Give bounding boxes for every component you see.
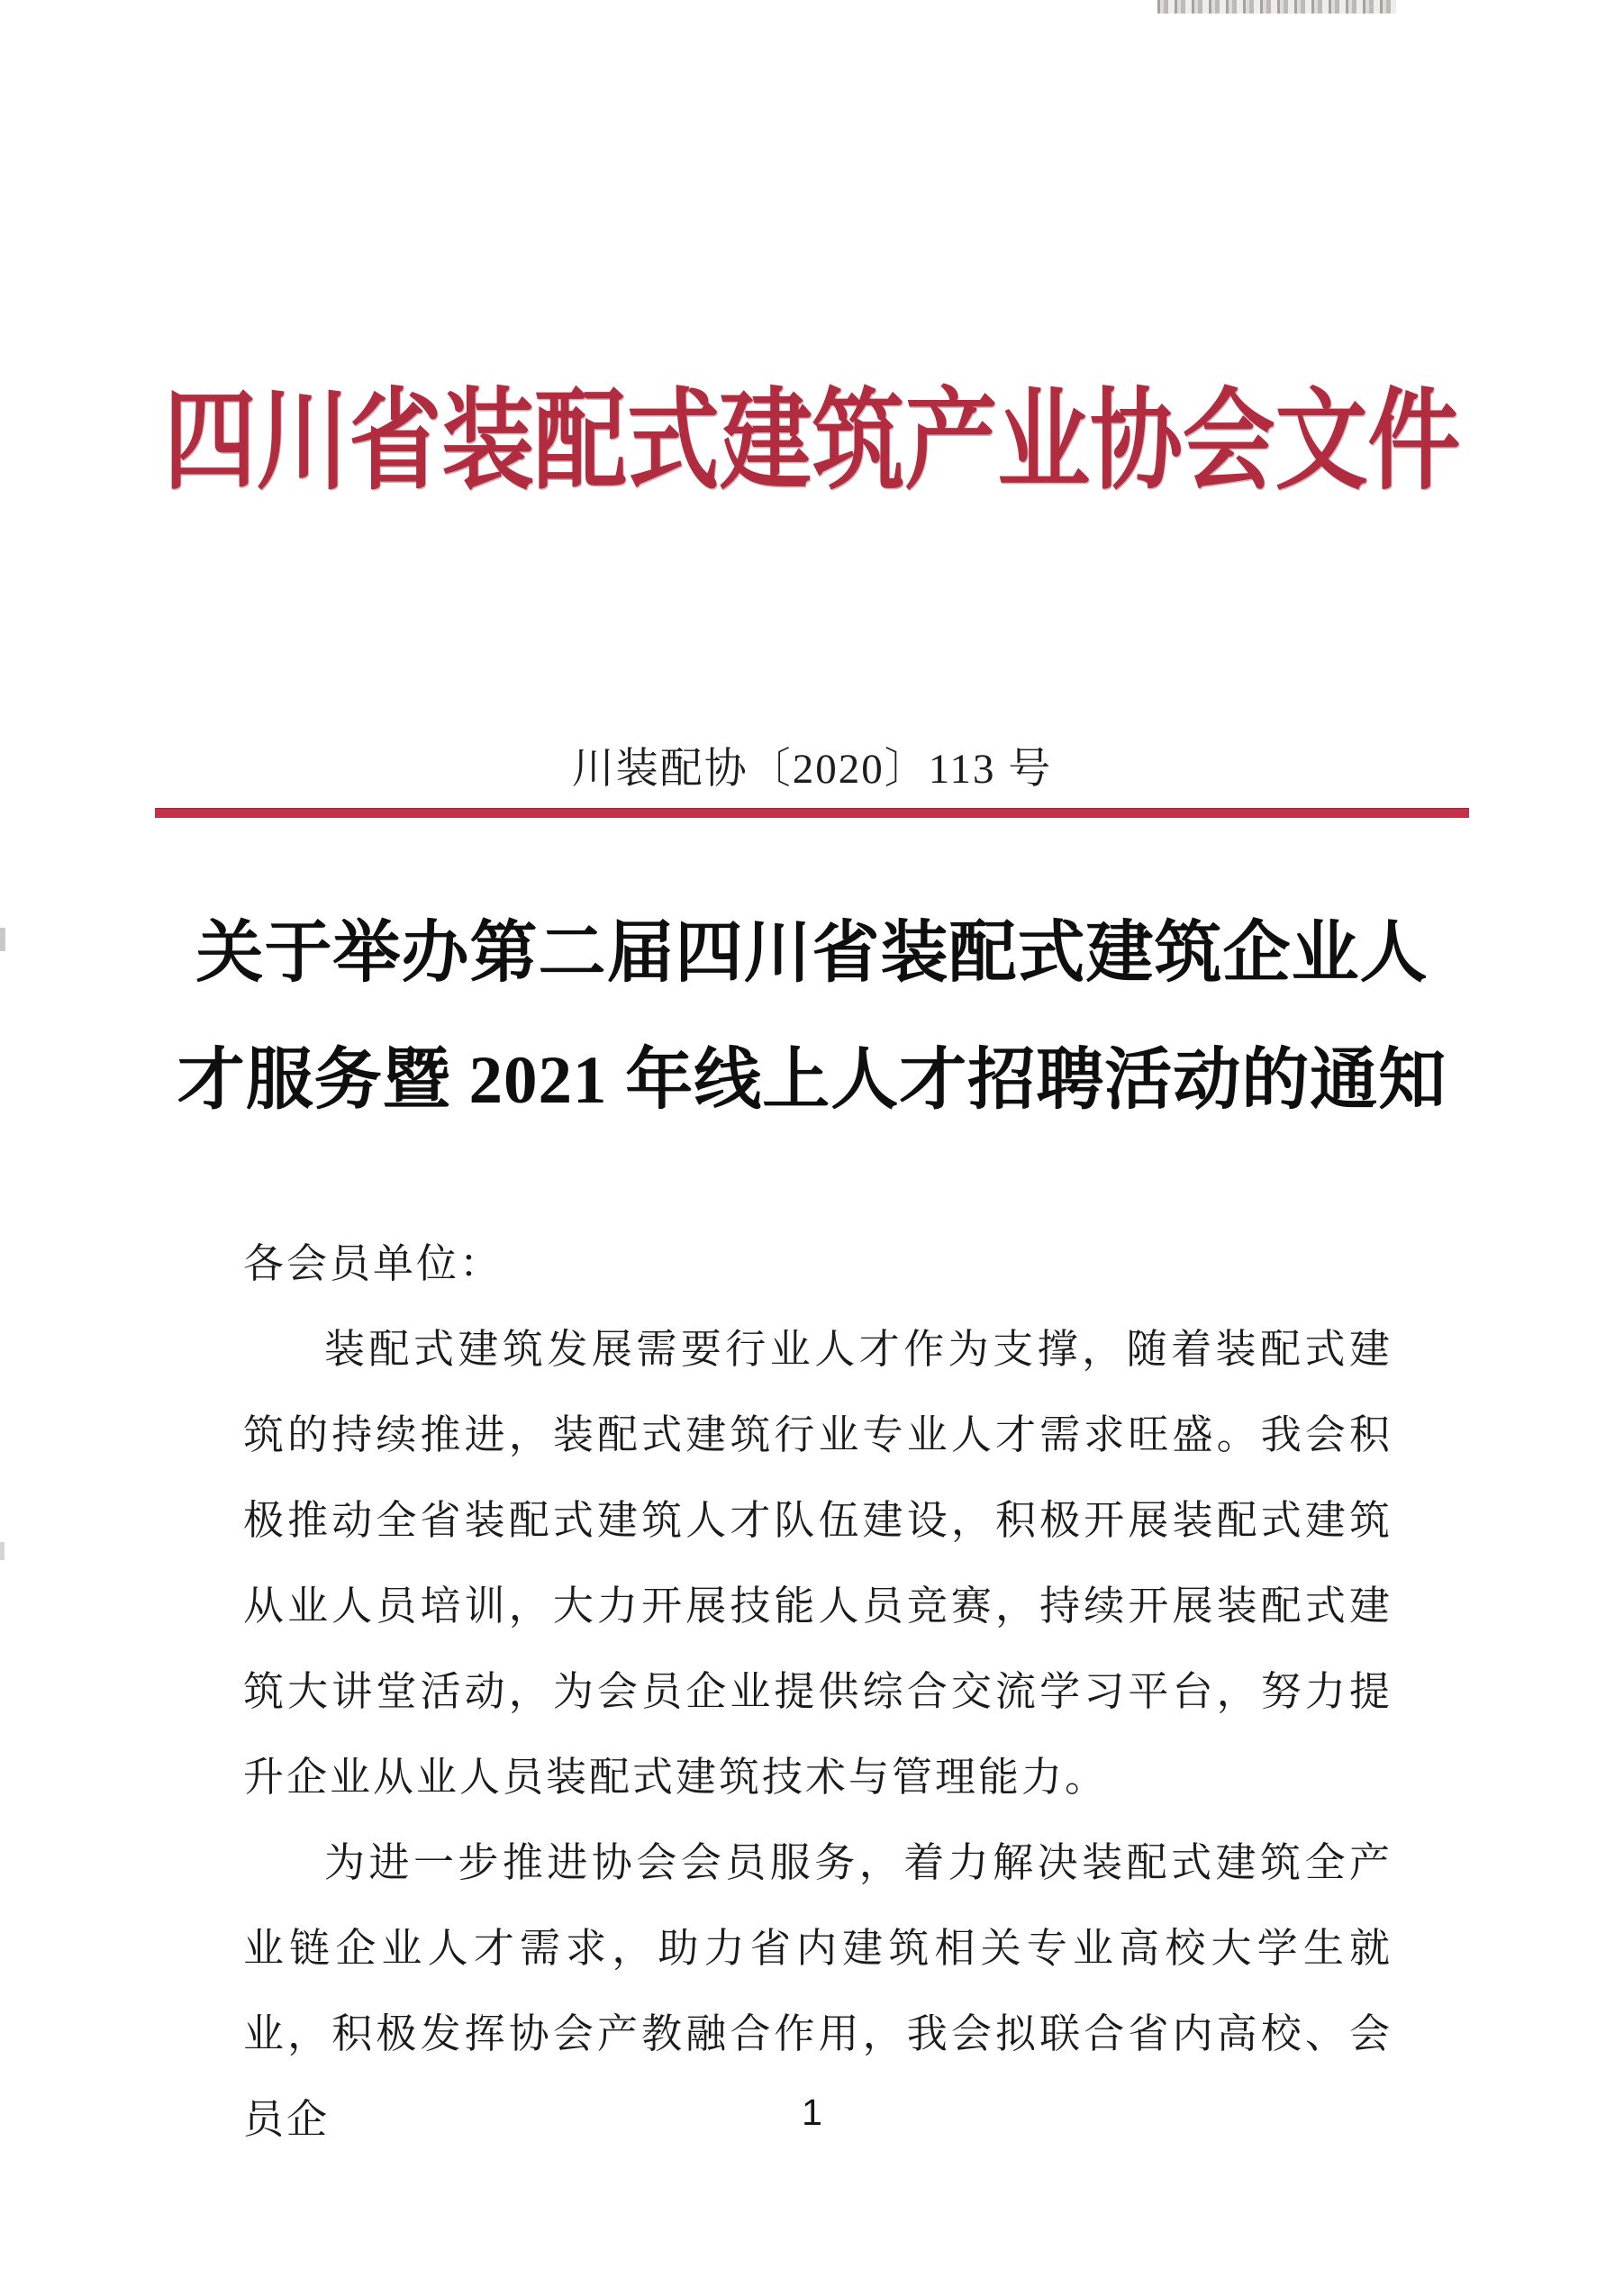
body-paragraph: 为进一步推进协会会员服务，着力解决装配式建筑全产业链企业人才需求，助力省内建筑相关专业高校大学生就业，积极发挥协会产教融合作用，我会拟联合省内高校、会员企 — [243, 1840, 1393, 2142]
body-paragraph: 装配式建筑发展需要行业人才作为支撑，随着装配式建筑的持续推进，装配式建筑行业专业人才需求旺盛。我会积极推动全省装配式建筑人才队伍建设，积极开展装配式建筑从业人员培训，大力开展技能人员竞赛，持续开展装配式建筑大讲堂活动，为会员企业提供综合交流学习平台，努力提升企业从业人员装配式建筑技术与管理能力。 — [243, 1327, 1393, 1800]
notice-title — [0, 890, 1624, 1144]
salutation: 各会员单位： — [243, 1241, 504, 1286]
page-number: 1 — [802, 2092, 822, 2133]
letterhead-org-title: 四川省装配式建筑产业协会文件 — [163, 381, 1461, 504]
notice-title-line-2: 才服务暨 2021 年线上人才招聘活动的通知 — [177, 1043, 1447, 1118]
letterhead-red-rule — [155, 808, 1469, 818]
document-number: 川装配协〔2020〕113 号 — [571, 746, 1053, 793]
scan-artifact — [0, 1542, 5, 1560]
notice-body — [243, 1221, 1393, 2163]
notice-title-line-1: 关于举办第二届四川省装配式建筑企业人 — [195, 916, 1429, 991]
scan-artifact — [1157, 0, 1396, 14]
